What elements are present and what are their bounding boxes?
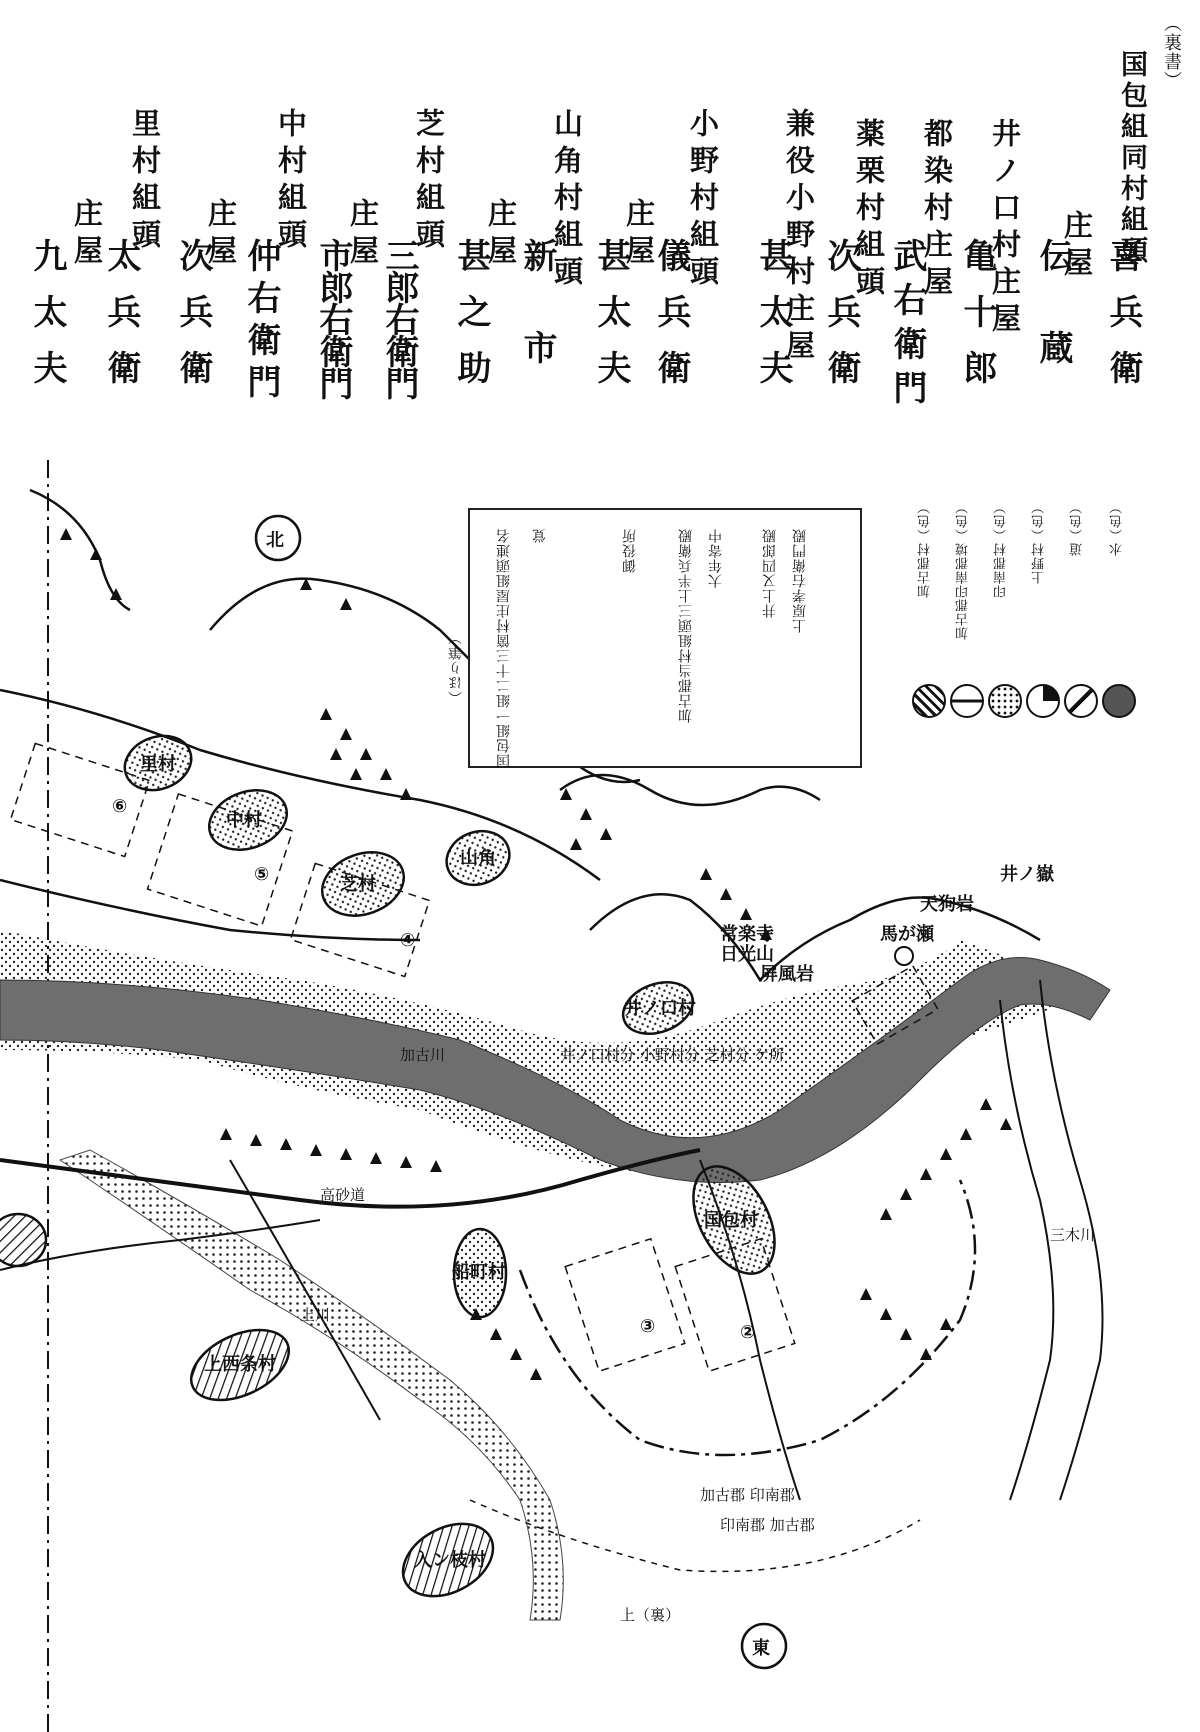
label-jorakuji: 常楽寺 xyxy=(720,924,774,945)
col-16-role: 庄屋 xyxy=(70,198,104,272)
symbol-1-label: 水（色） xyxy=(1110,500,1125,556)
col-10-name: 甚之助 xyxy=(451,238,491,406)
label-inogatake: 井ノ嶽 xyxy=(1000,864,1054,885)
village-map xyxy=(0,460,1200,1732)
label-kunikane: 国包村 xyxy=(704,1210,758,1231)
wedge-circle-icon xyxy=(1026,684,1060,718)
num-3: ③ xyxy=(640,1316,656,1337)
slash-circle-icon xyxy=(1064,684,1098,718)
num-4: ④ xyxy=(400,930,416,951)
legend-line-3: 御役所 xyxy=(622,528,638,573)
note-brush: （ほり筆） xyxy=(448,630,464,705)
col-12-role: 庄屋 xyxy=(346,198,380,272)
compass-east-label: 東 xyxy=(752,1638,770,1659)
col-7-name: 儀兵衛 xyxy=(651,238,691,406)
heading-note: （裏書） xyxy=(1161,14,1182,90)
col-3-role: 井ノ口村庄屋 xyxy=(988,118,1022,340)
col-14-name: 次兵衛 xyxy=(173,238,213,406)
label-naka: 中村 xyxy=(226,810,262,831)
col-4-role: 都染村庄屋 xyxy=(920,118,954,303)
col-12-name: 市郎右衛門 xyxy=(313,238,353,398)
miki-river-bank-2 xyxy=(1000,1000,1053,1500)
num-2: ② xyxy=(740,1322,756,1343)
symbol-5-label: 加古郡印南郡境（色） xyxy=(956,500,971,640)
col-10-role: 庄屋 xyxy=(484,198,518,272)
marker-1 xyxy=(895,947,913,965)
num-6: ⑥ xyxy=(112,796,128,817)
col-8-role: 庄屋 xyxy=(622,198,656,272)
legend-line-2: 覚 xyxy=(532,528,548,543)
legend-line-4: 加古郡当村組頭三上半兵衛殿 xyxy=(678,528,694,723)
col-11-role: 芝村組頭 xyxy=(412,108,446,256)
col-2-role: 庄屋 xyxy=(1060,210,1094,284)
compass-east xyxy=(742,1624,786,1668)
label-shiba: 芝村 xyxy=(340,874,376,895)
dotted-circle-icon xyxy=(988,684,1022,718)
label-byobu: 屏風岩 xyxy=(760,964,814,985)
label-border2: 印南郡 加古郡 xyxy=(720,1516,815,1534)
compass-north-label: 北 xyxy=(266,530,284,551)
label-main-river: 加古川 xyxy=(400,1046,446,1064)
label-funamachi: 船町村 xyxy=(452,1262,506,1283)
col-15-name: 太兵衛 xyxy=(101,238,141,406)
col-5-name: 次兵衛 xyxy=(821,238,861,406)
signatory-register xyxy=(0,0,1200,440)
col-8-name: 甚太夫 xyxy=(591,238,631,406)
col-2-name: 伝蔵 xyxy=(1033,238,1073,422)
col-6-role: 兼役小野村庄屋 xyxy=(782,108,816,367)
col-3-name: 亀十郎 xyxy=(957,238,997,406)
label-kamikawa: 上川 xyxy=(300,1306,331,1324)
col-16-name: 九太夫 xyxy=(27,238,67,406)
col-1-name: 喜兵衛 xyxy=(1103,238,1143,406)
label-iri: 入ン枝村 xyxy=(414,1550,486,1571)
village-west-edge xyxy=(0,1214,46,1266)
label-ferry: 井ノ口村分 小野村分 芝村分 ケ所 xyxy=(560,1046,785,1064)
mountain-ridge-2 xyxy=(560,775,820,805)
col-6-name: 甚太夫 xyxy=(753,238,793,406)
label-nikko: 日光山 xyxy=(720,944,774,965)
field-3 xyxy=(565,1239,685,1371)
col-4-name: 武右衛門 xyxy=(887,238,927,414)
hatched-circle-icon xyxy=(912,684,946,718)
label-kamo: 上（裏） xyxy=(620,1606,681,1624)
symbol-4-label: 印南郡村（色） xyxy=(994,500,1009,598)
legend-line-7: 上原孝右衛門殿 xyxy=(792,528,808,633)
label-border: 加古郡 印南郡 xyxy=(700,1486,795,1504)
symbol-6-label: 加古郡村（色） xyxy=(918,500,933,598)
symbol-3-label: 上野村（色） xyxy=(1032,500,1047,584)
col-5-role: 薬栗村組頭 xyxy=(852,118,886,303)
legend-line-5: 大年寄中 xyxy=(708,528,724,588)
label-miki-river: 三木川 xyxy=(1050,1226,1096,1244)
label-road: 高砂道 xyxy=(320,1186,366,1204)
num-5: ⑤ xyxy=(254,864,270,885)
wave-circle-icon xyxy=(950,684,984,718)
symbol-legend xyxy=(908,500,1148,720)
col-13-role: 中村組頭 xyxy=(274,108,308,256)
legend-box xyxy=(468,508,862,768)
label-tengu: 天狗岩 xyxy=(920,894,974,915)
col-9-role: 山角村組頭 xyxy=(550,108,584,293)
col-15-role: 里村組頭 xyxy=(128,108,162,256)
legend-line-1: 国包組一組二十三箇村庄屋組頭連名 xyxy=(496,528,512,768)
col-14-role: 庄屋 xyxy=(204,198,238,272)
col-11-name: 三郎右衛門 xyxy=(379,238,419,398)
register-heading: 国包組同村組頭 xyxy=(1116,50,1147,267)
legend-line-6: 井上又四郎殿 xyxy=(762,528,778,618)
col-9-name: 新市 xyxy=(517,238,557,422)
col-13-name: 仲右衛門 xyxy=(241,238,281,406)
label-yamakado: 山角 xyxy=(460,848,496,869)
label-sato: 里村 xyxy=(140,754,176,775)
compass-north xyxy=(256,516,300,560)
col-7-role: 小野村組頭 xyxy=(686,108,720,293)
symbol-2-label: 道（色） xyxy=(1070,500,1085,556)
label-umagase: 馬が瀬 xyxy=(880,924,934,945)
solid-circle-icon xyxy=(1102,684,1136,718)
label-inokuchi: 井ノ口村 xyxy=(624,998,696,1019)
label-kaminishijo: 上西条村 xyxy=(204,1354,276,1375)
